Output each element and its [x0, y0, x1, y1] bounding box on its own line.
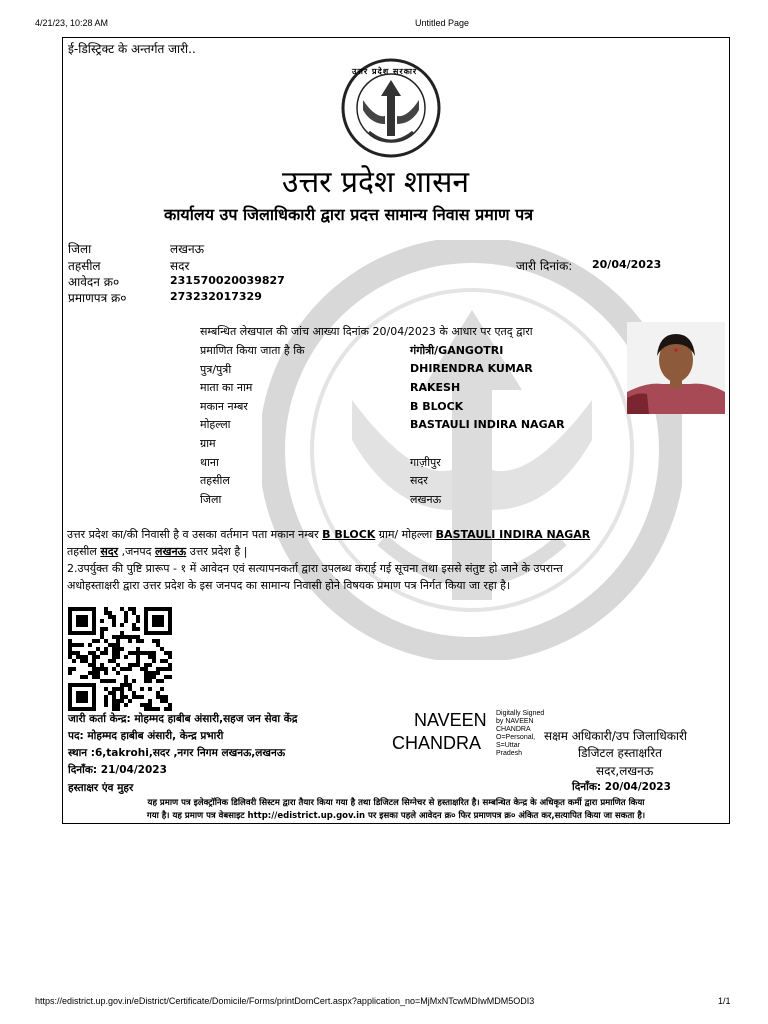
issuer-place: स्थान :6,takrohi,सदर ,नगर निगम लखनऊ,लखनऊ	[68, 747, 286, 759]
detail-value-police-station: गाज़ीपुर	[410, 456, 441, 469]
authority-line-2: डिजिटल हस्ताक्षरित	[578, 746, 662, 760]
detail-value-father: DHIRENDRA KUMAR	[410, 362, 533, 375]
issue-date-label: जारी दिनांक:	[516, 259, 573, 273]
authority-date: दिनाँक: 20/04/2023	[572, 781, 671, 793]
detail-value-district: लखनऊ	[410, 493, 442, 506]
detail-value-mother: RAKESH	[410, 381, 461, 394]
detail-label-village: ग्राम	[200, 437, 216, 450]
resident-line-2: तहसील सदर ,जनपद लखनऊ उत्तर प्रदेश है |	[67, 545, 248, 558]
print-url[interactable]: https://edistrict.up.gov.in/eDistrict/Certificate/Domicile/Forms/printDomCert.aspx?application_no=MjMxNTcwMDIwMDM5ODI3	[35, 996, 535, 1006]
issue-date-value: 20/04/2023	[592, 258, 662, 271]
authority-line-1: सक्षम अधिकारी/उप जिलाधिकारी	[544, 729, 688, 743]
detail-label-father: पुत्र/पुत्री	[200, 363, 232, 376]
detail-label-house: मकान नम्बर	[200, 400, 248, 413]
qr-code[interactable]	[68, 607, 172, 711]
detail-label-name: प्रमाणित किया जाता है कि	[200, 344, 305, 357]
detail-label-district: जिला	[200, 493, 222, 506]
print-page-count: 1/1	[718, 996, 731, 1006]
detail-value-house: B BLOCK	[410, 400, 464, 413]
detail-value-mohalla: BASTAULI INDIRA NAGAR	[410, 418, 565, 431]
meta-value-tehsil: सदर	[170, 259, 190, 273]
meta-label-application-no: आवेदन क्र०	[68, 275, 120, 289]
detail-label-police-station: थाना	[200, 456, 219, 469]
seal-text: उत्तर प्रदेश सरकार	[352, 67, 418, 76]
digital-signature-details: Digitally Signed by NAVEEN CHANDRA O=Personal, S=Uttar Pradesh	[496, 710, 545, 757]
print-page-title: Untitled Page	[415, 18, 470, 28]
detail-label-mohalla: मोहल्ला	[200, 418, 231, 431]
certificate-subtitle: कार्यालय उप जिलाधिकारी द्वारा प्रदत्त सामान्य निवास प्रमाण पत्र	[164, 205, 534, 224]
resident-line-1: उत्तर प्रदेश का/की निवासी है व उसका वर्तमान पता मकान नम्बर B BLOCK ग्राम/ मोहल्ला BASTAULI INDIRA NAGAR	[67, 528, 591, 541]
meta-label-certificate-no: प्रमाणपत्र क्र०	[68, 291, 127, 305]
signer-name-2: CHANDRA	[392, 733, 482, 753]
detail-label-tehsil: तहसील	[200, 474, 230, 487]
detail-label-mother: माता का नाम	[200, 381, 253, 394]
meta-label-district: जिला	[68, 242, 92, 256]
meta-value-certificate-no: 273232017329	[170, 290, 262, 303]
issuer-center: जारी कर्ता केन्द्र: मोहम्मद हाबीब अंसारी,सहज जन सेवा केंद्र	[68, 713, 298, 725]
detail-value-tehsil: सदर	[410, 474, 428, 487]
intro-line: सम्बन्धित लेखपाल की जांच आख्या दिनांक 20/04/2023 के आधार पर एतद् द्वारा	[200, 325, 533, 338]
meta-value-application-no: 231570020039827	[170, 274, 285, 287]
issuer-post: पद: मोहम्मद हाबीब अंसारी, केन्द्र प्रभारी	[68, 730, 224, 742]
authority-line-3: सदर,लखनऊ	[596, 764, 654, 778]
certificate-title: उत्तर प्रदेश शासन	[282, 165, 470, 200]
watermark-emblem	[262, 240, 682, 660]
applicant-photo	[627, 322, 725, 414]
meta-label-tehsil: तहसील	[68, 259, 101, 273]
meta-value-district: लखनऊ	[170, 242, 205, 256]
detail-value-name: गंगोत्री/GANGOTRI	[410, 344, 504, 357]
para2-line-2: अधोहस्ताक्षरी द्वारा उत्तर प्रदेश के इस जनपद का सामान्य निवासी होने विषयक प्रमाण पत्र निर्गत किया जा रहा है।	[67, 579, 511, 592]
issuer-date: दिनाँक: 21/04/2023	[68, 764, 167, 776]
issuer-seal-label: हस्ताक्षर एंव मुहर	[68, 782, 134, 794]
signer-name-1: NAVEEN	[414, 710, 487, 730]
footnote: यह प्रमाण पत्र इलेक्ट्रॉनिक डिलिवरी सिस्टम द्वारा तैयार किया गया है तथा डिजिटल सिग्नेचर से हस्ताक्षरित है। सम्बन्धित केन्द्र के अधिकृत कर्मी द्वारा प्रमाणित किया गया है। यह प्रमाण पत्र वेबसाइट http://edistrict.up.gov.in पर इसका पहले आवेदन क्र० फिर प्रमाणपत्र क्र० अंकित कर,सत्यापित किया जा सकता है।	[146, 798, 646, 821]
para2-line-1: 2.उपर्युक्त की पुष्टि प्रारूप - १ में आवेदन एवं सत्यापनकर्ता द्वारा उपलब्ध कराई गई सूचना तथा इससे संतुष्ट हो जाने के उपरान्त	[67, 562, 563, 575]
issued-under-text: ई-डिस्ट्रिक्ट के अन्तर्गत जारी..	[68, 42, 196, 56]
print-datetime: 4/21/23, 10:28 AM	[35, 18, 109, 28]
